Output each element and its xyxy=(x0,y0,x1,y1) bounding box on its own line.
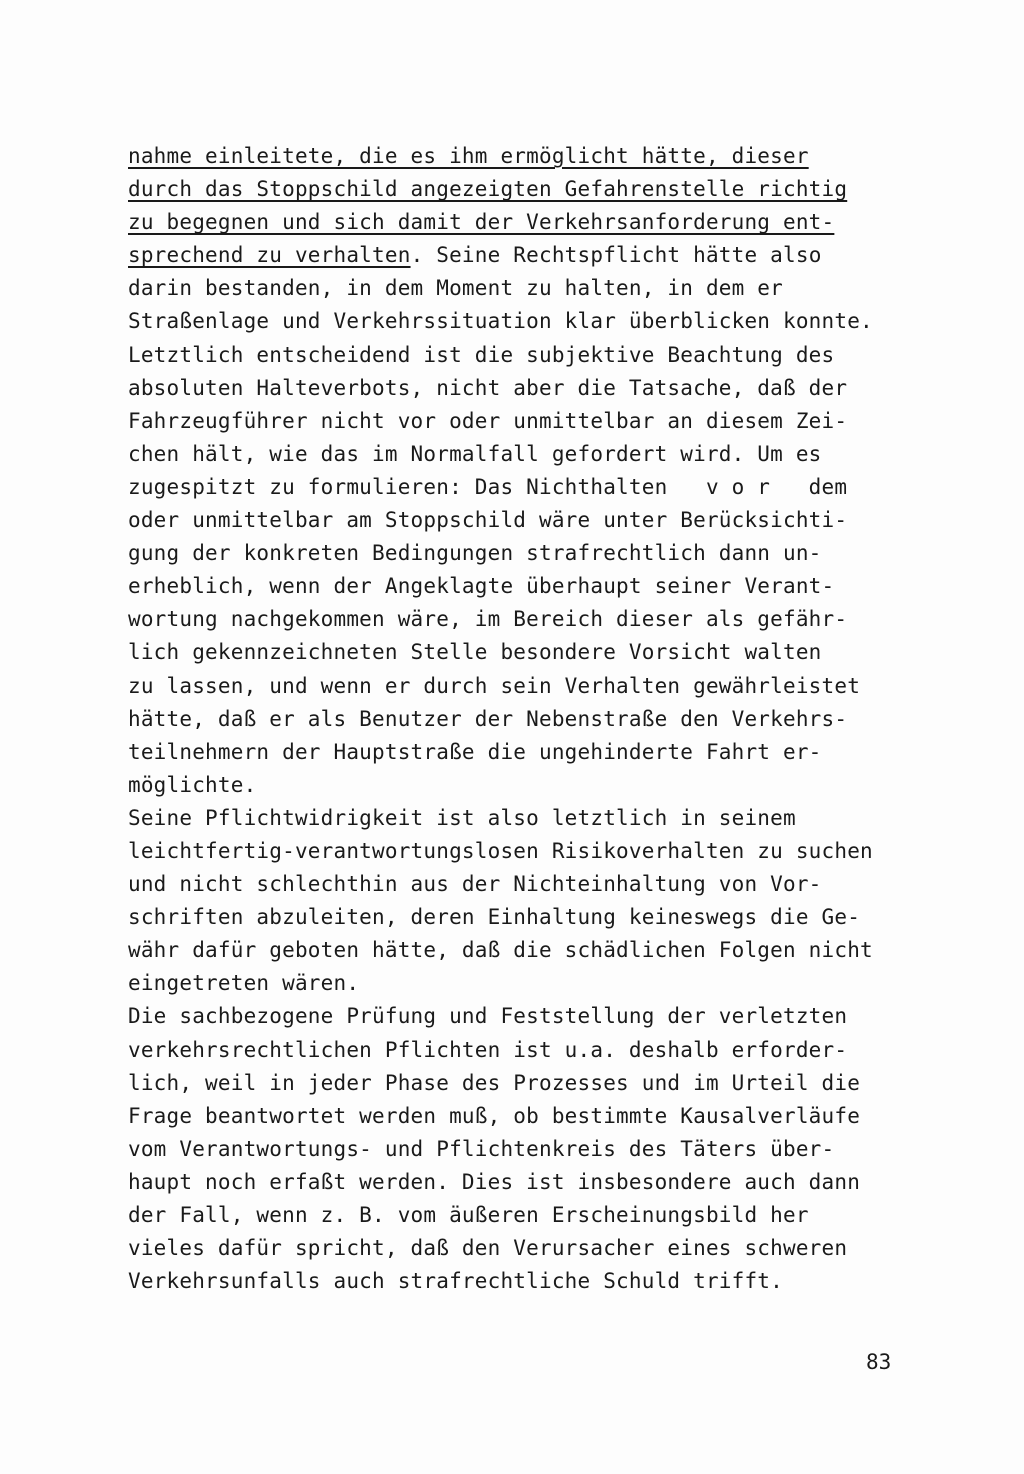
text-line xyxy=(128,206,928,239)
text-line xyxy=(128,471,928,504)
text-line xyxy=(128,570,928,603)
underlined-text: sprechend zu verhalten xyxy=(128,243,411,268)
line-text: absoluten Halteverbots, nicht aber die Tatsache, daß der xyxy=(128,375,848,400)
text-line xyxy=(128,438,928,471)
text-line xyxy=(128,1232,928,1265)
line-text: zugespitzt zu formulieren: Das Nichthalten v o r dem xyxy=(128,474,848,499)
line-text: Straßenlage und Verkehrssituation klar überblicken konnte. xyxy=(128,309,873,334)
text-line xyxy=(128,173,928,206)
text-line xyxy=(128,504,928,537)
line-text: Letztlich entscheidend ist die subjektive Beachtung des xyxy=(128,342,835,367)
text-line xyxy=(128,835,928,868)
text-line xyxy=(128,1100,928,1133)
line-text: darin bestanden, in dem Moment zu halten, in dem er xyxy=(128,276,783,301)
text-line xyxy=(128,272,928,305)
line-text: Seine Pflichtwidrigkeit ist also letztlich in seinem xyxy=(128,805,796,830)
text-line xyxy=(128,934,928,967)
text-line xyxy=(128,1133,928,1166)
line-text: Die sachbezogene Prüfung und Feststellung der verletzten xyxy=(128,1004,848,1029)
body-text xyxy=(128,140,928,1298)
line-text: hätte, daß er als Benutzer der Nebenstraße den Verkehrs- xyxy=(128,706,848,731)
line-text: eingetreten wären. xyxy=(128,971,360,996)
line-text: lich, weil in jeder Phase des Prozesses und im Urteil die xyxy=(128,1070,861,1095)
text-line xyxy=(128,305,928,338)
underlined-text: zu begegnen und sich damit der Verkehrsanforderung ent- xyxy=(128,210,835,235)
line-text: schriften abzuleiten, deren Einhaltung keineswegs die Ge- xyxy=(128,905,861,930)
underlined-text: durch das Stoppschild angezeigten Gefahrenstelle richtig xyxy=(128,177,848,202)
page-number: 83 xyxy=(866,1350,892,1374)
text-line xyxy=(128,372,928,405)
text-line xyxy=(128,802,928,835)
text-line xyxy=(128,967,928,1000)
text-line xyxy=(128,1034,928,1067)
line-text: zu lassen, und wenn er durch sein Verhalten gewährleistet xyxy=(128,673,861,698)
line-text: Frage beantwortet werden muß, ob bestimmte Kausalverläufe xyxy=(128,1103,861,1128)
text-line xyxy=(128,670,928,703)
text-line xyxy=(128,339,928,372)
line-text: der Fall, wenn z. B. vom äußeren Erscheinungsbild her xyxy=(128,1203,809,1227)
line-text: Fahrzeugführer nicht vor oder unmittelbar an diesem Zei- xyxy=(128,408,848,433)
text-line xyxy=(128,636,928,669)
line-text: und nicht schlechthin aus der Nichteinhaltung von Vor- xyxy=(128,872,822,897)
line-text: leichtfertig-verantwortungslosen Risikoverhalten zu suchen xyxy=(128,838,873,863)
line-text: lich gekennzeichneten Stelle besondere Vorsicht walten xyxy=(128,640,822,665)
text-line xyxy=(128,405,928,438)
line-text: vieles dafür spricht, daß den Verursacher eines schweren xyxy=(128,1236,848,1261)
text-line xyxy=(128,603,928,636)
text-line xyxy=(128,1265,928,1298)
line-text: vom Verantwortungs- und Pflichtenkreis des Täters über- xyxy=(128,1136,835,1161)
line-text: möglichte. xyxy=(128,772,257,797)
text-line xyxy=(128,239,928,272)
line-text: gung der konkreten Bedingungen strafrechtlich dann un- xyxy=(128,541,822,566)
line-text: . Seine Rechtspflicht hätte also xyxy=(410,243,822,268)
text-line xyxy=(128,537,928,570)
text-line xyxy=(128,703,928,736)
underlined-text: nahme einleitete, die es ihm ermöglicht hätte, dieser xyxy=(128,144,809,168)
line-text: haupt noch erfaßt werden. Dies ist insbesondere auch dann xyxy=(128,1169,861,1194)
text-line xyxy=(128,1166,928,1199)
line-text: Verkehrsunfalls auch strafrechtliche Schuld trifft. xyxy=(128,1269,783,1294)
text-line xyxy=(128,901,928,934)
text-line xyxy=(128,868,928,901)
text-line xyxy=(128,140,928,173)
text-line xyxy=(128,736,928,769)
line-text: erheblich, wenn der Angeklagte überhaupt seiner Verant- xyxy=(128,574,835,599)
line-text: wortung nachgekommen wäre, im Bereich dieser als gefähr- xyxy=(128,607,848,632)
text-line xyxy=(128,1067,928,1100)
text-line xyxy=(128,1000,928,1033)
text-line xyxy=(128,1199,928,1232)
line-text: oder unmittelbar am Stoppschild wäre unter Berücksichti- xyxy=(128,508,848,533)
line-text: teilnehmern der Hauptstraße die ungehinderte Fahrt er- xyxy=(128,739,822,764)
line-text: verkehrsrechtlichen Pflichten ist u.a. deshalb erforder- xyxy=(128,1037,848,1062)
line-text: chen hält, wie das im Normalfall gefordert wird. Um es xyxy=(128,441,822,466)
text-line xyxy=(128,769,928,802)
line-text: währ dafür geboten hätte, daß die schädlichen Folgen nicht xyxy=(128,938,873,963)
